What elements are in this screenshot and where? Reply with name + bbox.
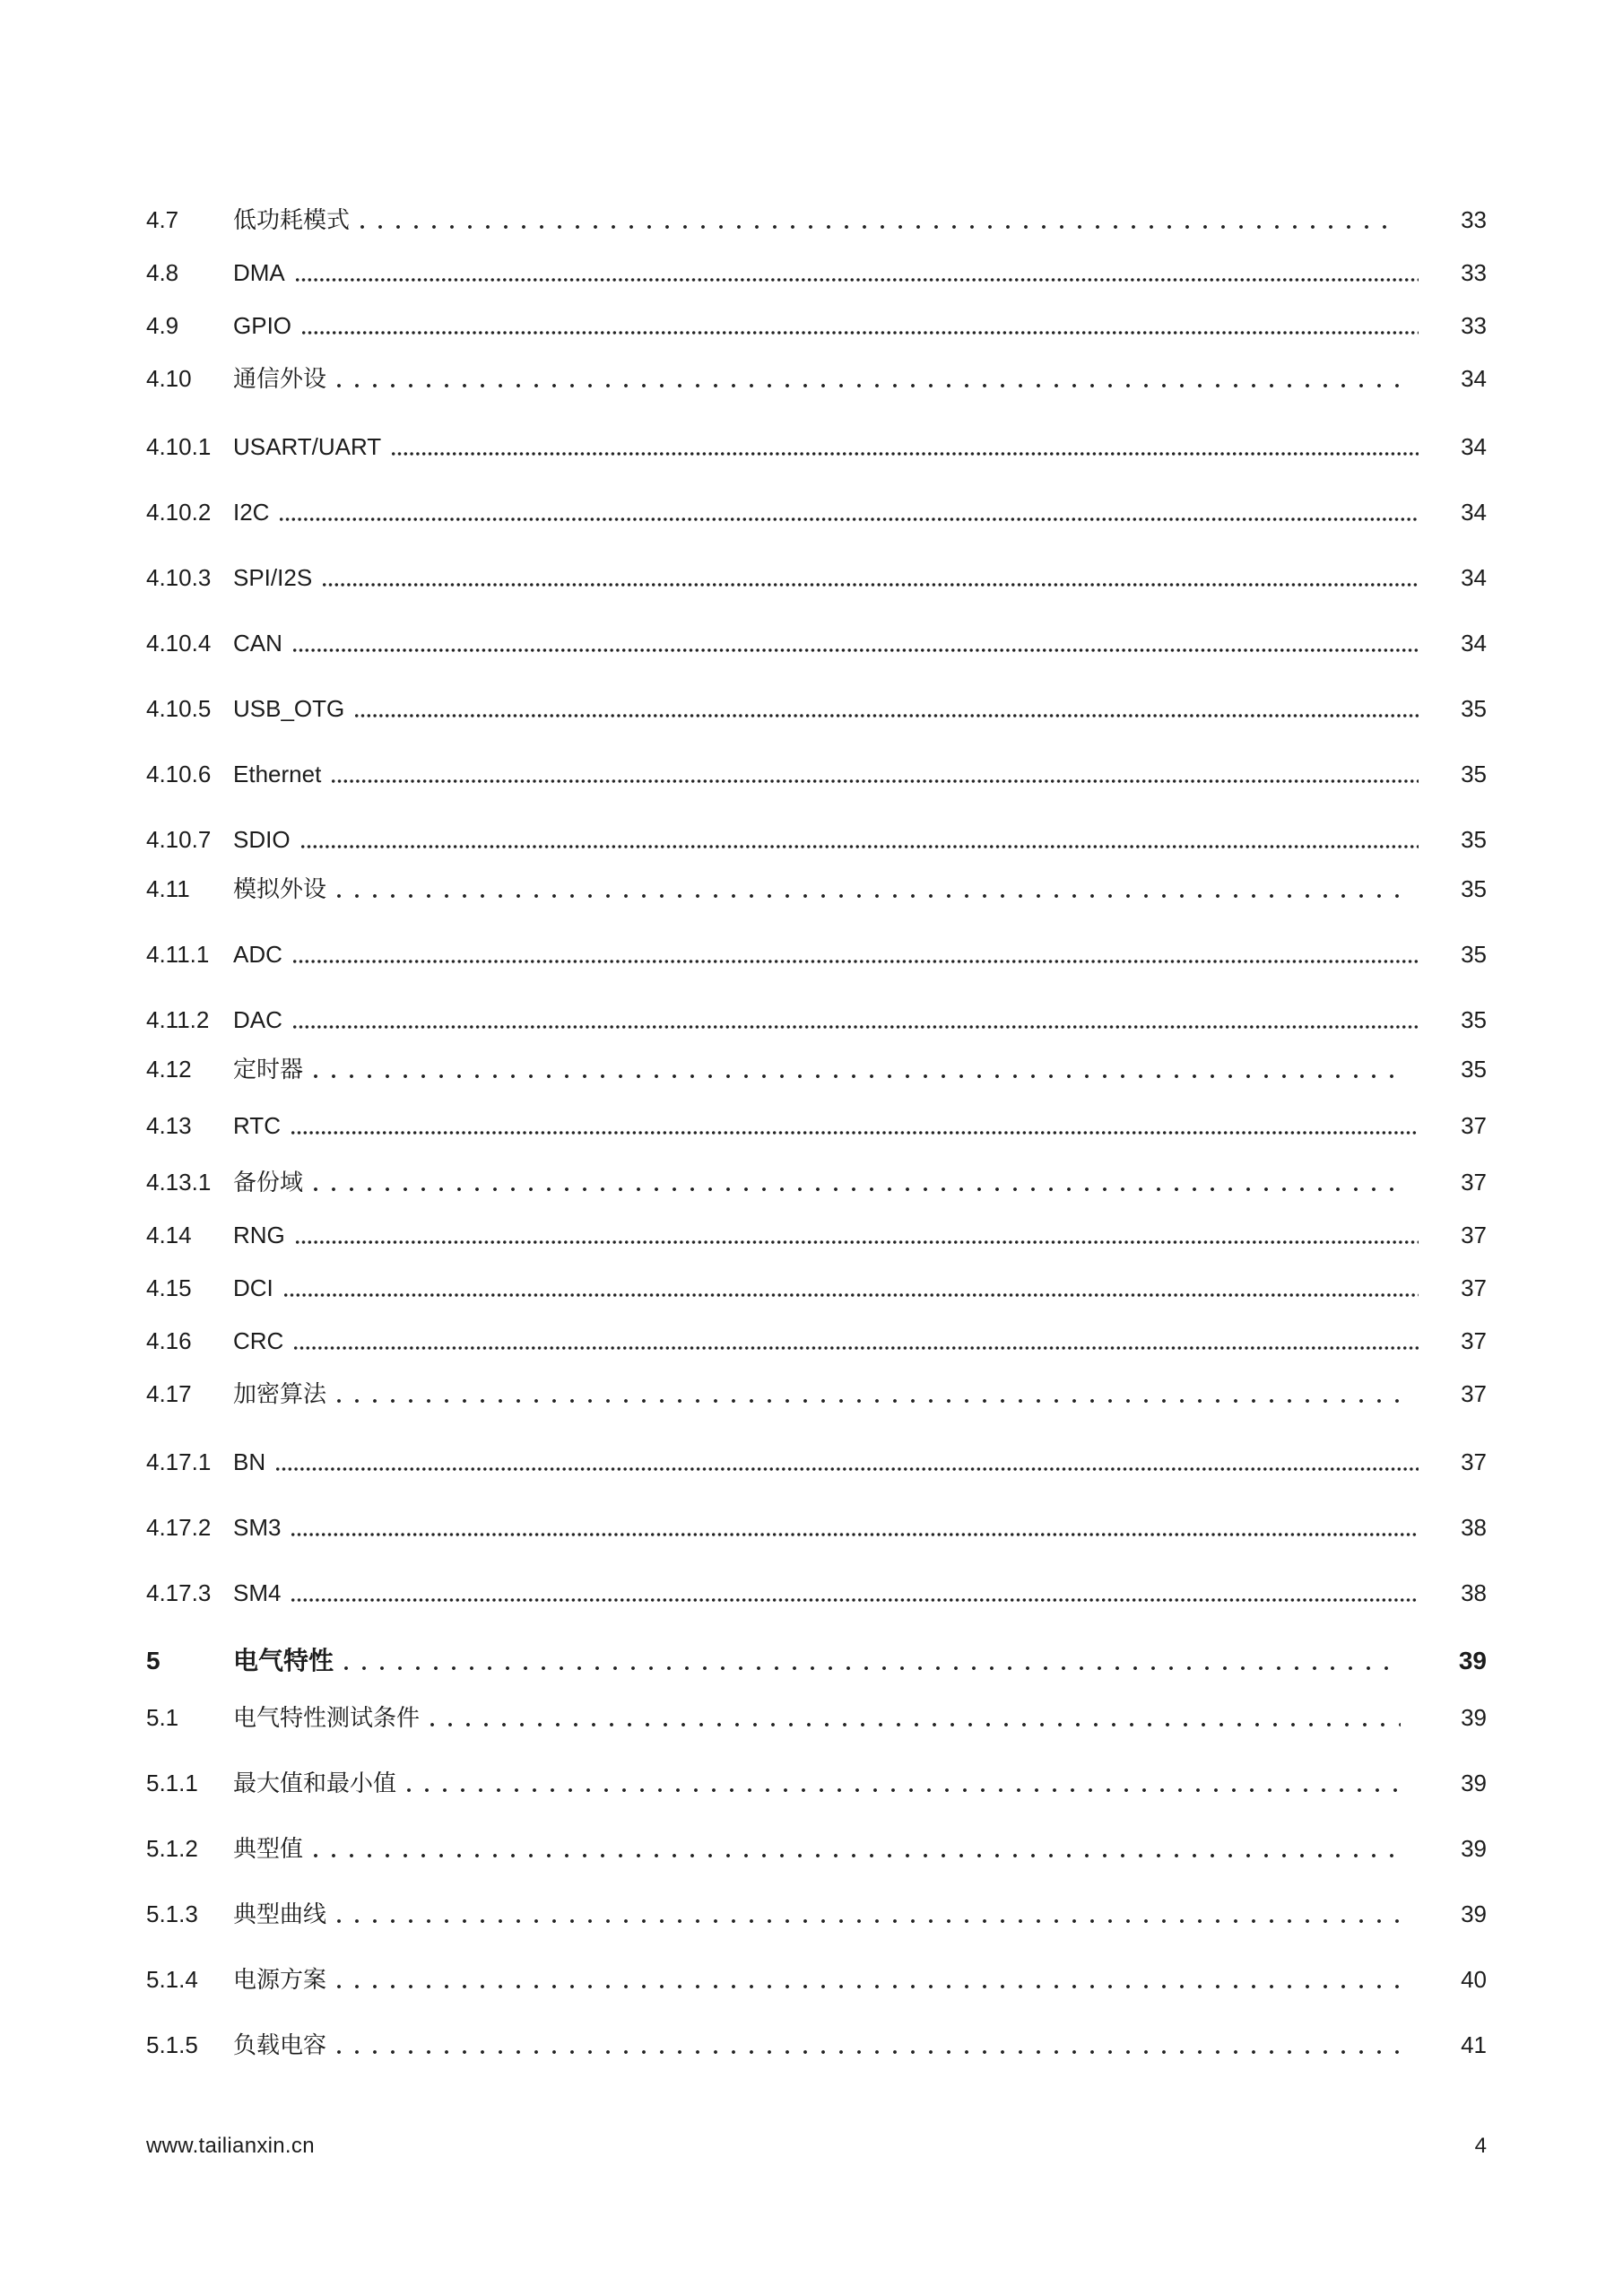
toc-entry-page: 41	[1461, 2031, 1487, 2058]
toc-entry-number: 4.17.1	[146, 1448, 212, 1475]
toc-entry	[146, 756, 1487, 792]
toc-entry	[146, 1217, 1487, 1253]
toc-entry-page: 35	[1461, 875, 1487, 902]
toc-entry	[146, 691, 1487, 726]
toc-entry-number: 4.10.2	[146, 499, 212, 526]
dot-leader	[280, 517, 1419, 522]
toc-entry-page: 37	[1461, 1380, 1487, 1407]
toc-entry-number: 4.10.3	[146, 564, 212, 591]
toc-entry-page: 39	[1461, 1835, 1487, 1862]
toc-entry-title: 低功耗模式	[233, 206, 351, 233]
toc-entry-title: SDIO	[233, 826, 291, 853]
dot-leader	[301, 844, 1419, 849]
toc-entry	[146, 560, 1487, 596]
dot-leader	[314, 1074, 1401, 1079]
toc-entry-title: DAC	[233, 1006, 282, 1033]
toc-entry	[146, 429, 1487, 465]
dot-leader	[337, 893, 1401, 899]
dot-leader	[302, 330, 1419, 335]
toc-entry	[146, 1164, 1487, 1200]
toc-entry-number: 5.1	[146, 1704, 179, 1731]
dot-leader	[293, 959, 1419, 964]
toc-entry-title: DMA	[233, 259, 285, 286]
toc-entry-page: 37	[1461, 1112, 1487, 1139]
dot-leader	[337, 1984, 1401, 1989]
toc-entry-title: CRC	[233, 1327, 284, 1354]
toc-entry	[146, 871, 1487, 907]
toc-entry	[146, 1108, 1487, 1144]
toc-entry-title: 负载电容	[233, 2031, 327, 2058]
toc-entry-number: 4.10.1	[146, 433, 212, 460]
dot-leader	[314, 1853, 1401, 1858]
toc-entry-page: 39	[1458, 1647, 1487, 1674]
dot-leader	[291, 1532, 1419, 1537]
toc-entry-number: 4.15	[146, 1274, 192, 1301]
toc-entry	[146, 202, 1487, 238]
dot-leader	[293, 1024, 1419, 1030]
dot-leader	[344, 1665, 1401, 1671]
toc-entry-title: 电源方案	[233, 1966, 327, 1993]
toc-entry-number: 4.8	[146, 259, 179, 286]
toc-entry-page: 33	[1461, 312, 1487, 339]
dot-leader	[276, 1466, 1419, 1472]
dot-leader	[360, 224, 1401, 230]
toc-entry-page: 39	[1461, 1770, 1487, 1796]
dot-leader	[337, 383, 1401, 388]
dot-leader	[314, 1187, 1401, 1192]
toc-entry	[146, 1509, 1487, 1545]
toc-entry-page: 35	[1461, 1056, 1487, 1083]
toc-entry-number: 4.9	[146, 312, 179, 339]
dot-leader	[337, 1398, 1401, 1404]
toc-entry-number: 5	[146, 1647, 161, 1674]
toc-entry-number: 4.14	[146, 1222, 192, 1248]
dot-leader	[337, 2049, 1401, 2055]
toc-entry-number: 5.1.1	[146, 1770, 198, 1796]
toc-entry-title: Ethernet	[233, 761, 322, 787]
toc-entry	[146, 936, 1487, 972]
toc-entry-title: 典型值	[233, 1835, 304, 1862]
toc-entry-number: 4.11.2	[146, 1006, 210, 1033]
footer-page-number: 4	[1474, 2134, 1487, 2158]
dot-leader	[291, 1130, 1419, 1135]
dot-leader	[294, 1345, 1419, 1351]
toc-entry-title: DCI	[233, 1274, 273, 1301]
toc-entry-title: RNG	[233, 1222, 285, 1248]
toc-entry	[146, 1002, 1487, 1038]
toc-entry-page: 34	[1461, 365, 1487, 392]
toc-entry-title: RTC	[233, 1112, 281, 1139]
toc-entry-title: USART/UART	[233, 433, 382, 460]
toc-entry	[146, 308, 1487, 344]
page-footer	[146, 2133, 1487, 2160]
toc-entry-page: 34	[1461, 630, 1487, 657]
toc-entry-number: 5.1.4	[146, 1966, 198, 1993]
toc-entry-title: 最大值和最小值	[233, 1770, 397, 1796]
dot-leader	[291, 1597, 1419, 1603]
toc-entry-page: 33	[1461, 259, 1487, 286]
toc-entry-number: 4.11.1	[146, 941, 210, 968]
dot-leader	[323, 582, 1419, 587]
toc-entry-page: 37	[1461, 1448, 1487, 1475]
toc-entry-page: 39	[1461, 1900, 1487, 1927]
toc-entry-page: 35	[1461, 826, 1487, 853]
toc-entry-title: BN	[233, 1448, 266, 1475]
toc-entry-page: 34	[1461, 433, 1487, 460]
toc-entry	[146, 1700, 1487, 1735]
toc-entry-title: 电气特性	[233, 1647, 334, 1674]
dot-leader	[296, 1239, 1419, 1245]
toc-entry-title: 备份域	[233, 1169, 304, 1196]
toc-entry-number: 4.17	[146, 1380, 192, 1407]
toc-entry-title: 加密算法	[233, 1380, 327, 1407]
toc-entry	[146, 1376, 1487, 1412]
table-of-contents	[146, 202, 1487, 2063]
toc-entry-number: 4.11	[146, 875, 190, 902]
toc-entry	[146, 1323, 1487, 1359]
toc-entry-title: 典型曲线	[233, 1900, 327, 1927]
dot-leader	[332, 778, 1419, 784]
toc-entry-title: SPI/I2S	[233, 564, 313, 591]
dot-leader	[407, 1787, 1401, 1793]
toc-entry-title: 模拟外设	[233, 875, 327, 902]
toc-entry-page: 37	[1461, 1169, 1487, 1196]
toc-entry-number: 4.13.1	[146, 1169, 212, 1196]
toc-entry-page: 33	[1461, 206, 1487, 233]
toc-entry	[146, 1831, 1487, 1866]
toc-entry	[146, 625, 1487, 661]
toc-entry-number: 4.17.2	[146, 1514, 212, 1541]
toc-entry-page: 40	[1461, 1966, 1487, 1993]
toc-entry-page: 39	[1461, 1704, 1487, 1731]
toc-entry-number: 4.10.7	[146, 826, 212, 853]
toc-entry-page: 35	[1461, 1006, 1487, 1033]
toc-entry	[146, 1765, 1487, 1801]
toc-entry-page: 37	[1461, 1222, 1487, 1248]
toc-entry	[146, 1961, 1487, 1997]
dot-leader	[293, 648, 1419, 653]
toc-entry-number: 4.7	[146, 206, 179, 233]
toc-entry-number: 4.10.6	[146, 761, 212, 787]
toc-entry	[146, 1575, 1487, 1611]
toc-entry-page: 38	[1461, 1514, 1487, 1541]
dot-leader	[430, 1722, 1401, 1727]
dot-leader	[284, 1292, 1419, 1298]
toc-entry-title: USB_OTG	[233, 695, 345, 722]
toc-entry-title: SM4	[233, 1579, 282, 1606]
toc-entry-number: 5.1.5	[146, 2031, 198, 2058]
toc-entry-number: 4.13	[146, 1112, 192, 1139]
toc-entry-number: 5.1.3	[146, 1900, 198, 1927]
toc-entry-number: 4.12	[146, 1056, 192, 1083]
toc-entry-page: 35	[1461, 941, 1487, 968]
toc-entry-page: 38	[1461, 1579, 1487, 1606]
toc-entry	[146, 494, 1487, 530]
toc-entry-title: I2C	[233, 499, 270, 526]
dot-leader	[296, 277, 1419, 283]
toc-entry-number: 4.16	[146, 1327, 192, 1354]
dot-leader	[337, 1918, 1401, 1924]
toc-entry	[146, 1896, 1487, 1932]
toc-entry	[146, 2027, 1487, 2063]
toc-entry-title: 定时器	[233, 1056, 304, 1083]
toc-entry	[146, 361, 1487, 396]
toc-entry-number: 4.10	[146, 365, 192, 392]
toc-entry	[146, 1270, 1487, 1306]
dot-leader	[355, 713, 1419, 718]
toc-entry-page: 34	[1461, 499, 1487, 526]
toc-entry-title: GPIO	[233, 312, 292, 339]
toc-entry-title: CAN	[233, 630, 282, 657]
toc-entry-number: 4.10.4	[146, 630, 212, 657]
toc-entry-title: 电气特性测试条件	[233, 1704, 421, 1731]
toc-entry	[146, 1643, 1487, 1679]
toc-entry-page: 34	[1461, 564, 1487, 591]
footer-website-url: www.tailianxin.cn	[146, 2134, 315, 2158]
toc-entry-title: 通信外设	[233, 365, 327, 392]
toc-entry-page: 35	[1461, 761, 1487, 787]
toc-entry	[146, 822, 1487, 857]
toc-entry-page: 37	[1461, 1327, 1487, 1354]
toc-entry-number: 5.1.2	[146, 1835, 198, 1862]
toc-entry-number: 4.10.5	[146, 695, 212, 722]
dot-leader	[392, 451, 1419, 457]
toc-entry	[146, 1051, 1487, 1087]
toc-entry-page: 37	[1461, 1274, 1487, 1301]
toc-entry-page: 35	[1461, 695, 1487, 722]
toc-entry-title: SM3	[233, 1514, 282, 1541]
toc-entry	[146, 1444, 1487, 1480]
toc-entry-title: ADC	[233, 941, 282, 968]
toc-entry-number: 4.17.3	[146, 1579, 212, 1606]
toc-entry	[146, 255, 1487, 291]
